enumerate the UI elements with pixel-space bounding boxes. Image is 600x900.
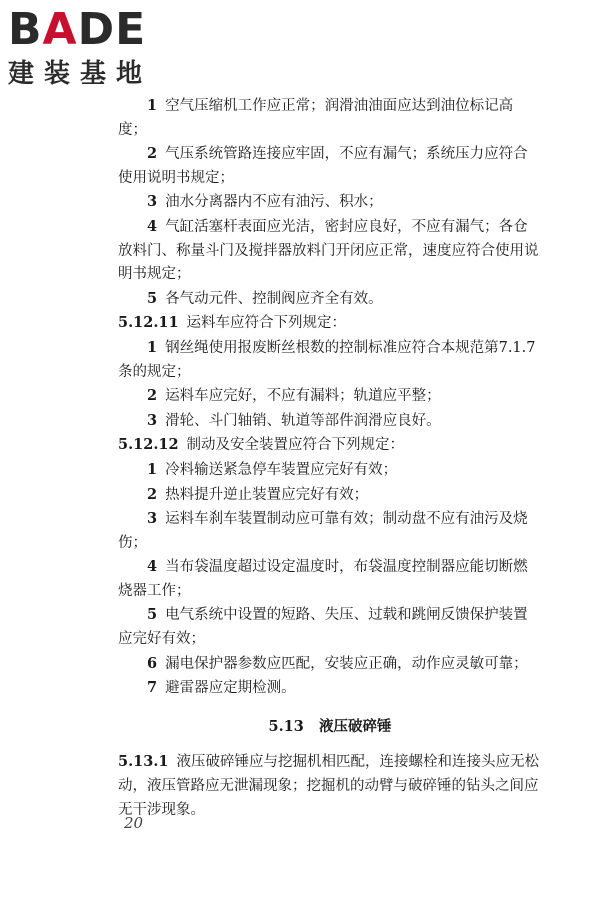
list-item: 5 电气系统中设置的短路、失压、过载和跳闸反馈保护装置应完好有效；	[118, 606, 528, 648]
list-item: 1 冷料输送紧急停车装置应完好有效；	[147, 460, 398, 478]
list-item: 2 运料车应完好，不应有漏料；轨道应平整；	[147, 387, 441, 405]
list-item: 1 空气压缩机工作应正常；润滑油油面应达到油位标记高度；	[118, 97, 514, 138]
list-item: 4 气缸活塞杆表面应光洁，密封应良好，不应有漏气；各仓放料门、称量斗门及搅拌器放料门开闭应正常，速度应符合使用说明书规定；	[118, 217, 539, 283]
logo-letters-de: DE	[77, 4, 147, 55]
list-item: 1 钢丝绳使用报废断丝根数的控制标准应符合本规范第7.1.7条的规定；	[118, 338, 536, 380]
logo-brand	[8, 4, 152, 56]
logo-letter-a: A	[42, 4, 78, 55]
list-item: 4 当布袋温度超过设定温度时，布袋温度控制器应能切断燃烧器工作；	[118, 558, 528, 599]
section-heading: 5.13 液压破碎锤	[268, 717, 392, 735]
clause-5-12-12: 5.12.12 制动及安全装置应符合下列规定：	[118, 436, 405, 454]
list-item: 2 气压系统管路连接应牢固，不应有漏气；系统压力应符合使用说明书规定；	[118, 145, 528, 186]
page-number: 20	[124, 814, 144, 832]
clause-5-13-1: 5.13.1 液压破碎锤应与挖掘机相匹配，连接螺栓和连接头应无松动，液压管路应无泄漏现象；挖掘机的动臂与破碎锤的钻头之间应无干涉现象。	[118, 753, 539, 818]
clause-5-12-11: 5.12.11 运料车应符合下列规定：	[118, 314, 347, 332]
list-item: 3 运料车刹车装置制动应可靠有效；制动盘不应有油污及烧伤；	[118, 510, 528, 551]
list-item: 7 避雷器应定期检测。	[147, 679, 296, 697]
list-item: 6 漏电保护器参数应匹配，安装应正确，动作应灵敏可靠；	[147, 654, 528, 672]
list-item: 3 滑轮、斗门轴销、轨道等部件润滑应良好。	[147, 411, 441, 429]
document-body	[118, 94, 542, 822]
list-item: 2 热料提升逆止装置应完好有效；	[147, 485, 369, 503]
list-item: 5 各气动元件、控制阀应齐全有效。	[147, 289, 383, 307]
list-item: 3 油水分离器内不应有油污、积水；	[147, 193, 383, 211]
logo-subtitle: 建装基地	[8, 59, 153, 89]
logo	[8, 4, 152, 90]
logo-letter-b: B	[8, 4, 43, 55]
